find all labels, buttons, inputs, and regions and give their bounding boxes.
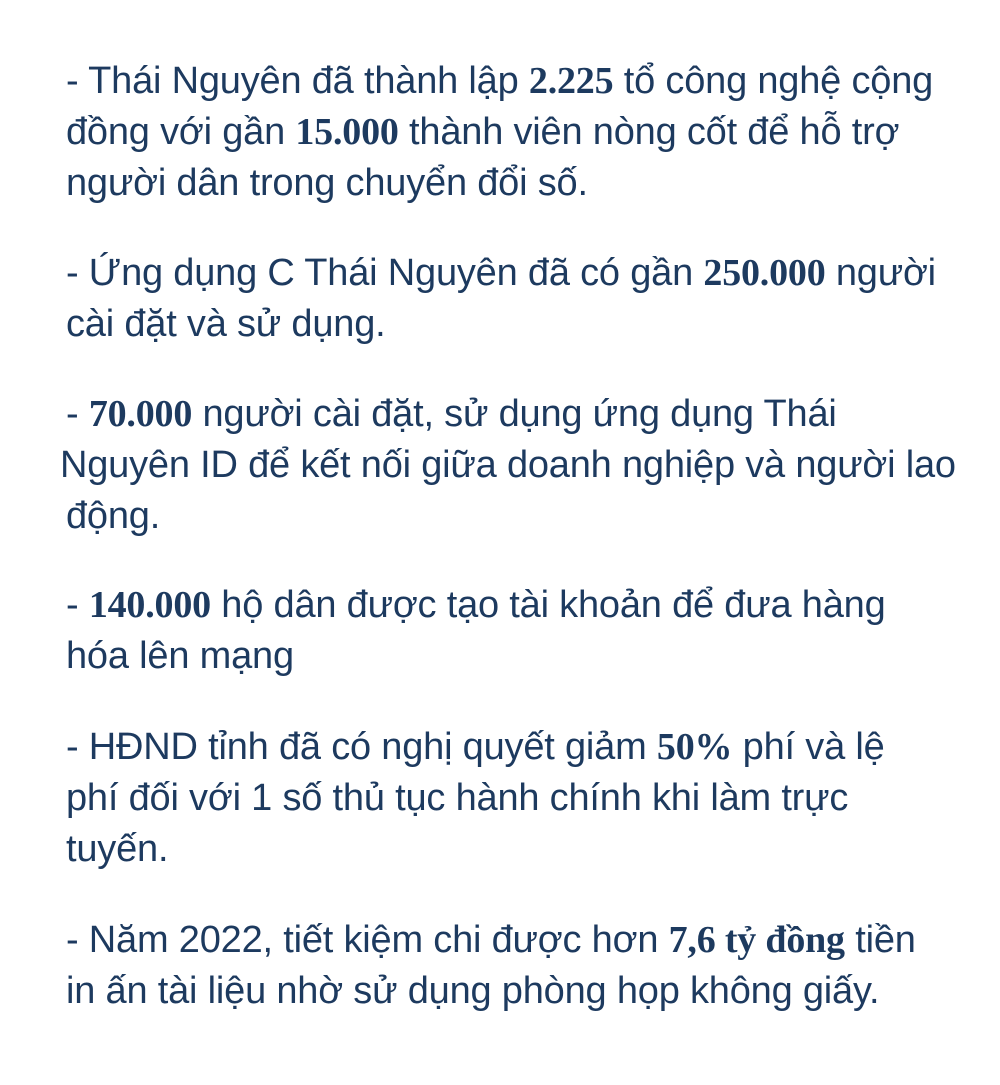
stat-item-thai-nguyen-id (60, 389, 956, 542)
text-line: - 70.000 người cài đặt, sử dụng ứng dụng Thái (66, 393, 837, 435)
text-line: in ấn tài liệu nhờ sử dụng phòng họp không giấy. (66, 970, 880, 1012)
stat-item-app-installs (66, 248, 936, 350)
text-line: - HĐND tỉnh đã có nghị quyết giảm 50% phí và lệ (66, 726, 885, 768)
highlight-number: 70.000 (88, 393, 193, 435)
text-line: - Ứng dụng C Thái Nguyên đã có gần 250.000 người (66, 252, 936, 294)
highlight-number: 250.000 (703, 252, 826, 294)
stat-item-household-accounts (66, 580, 886, 682)
highlight-number: 7,6 tỷ đồng (668, 919, 845, 961)
text-line: hóa lên mạng (66, 635, 294, 677)
text-line: tuyến. (66, 828, 169, 870)
text-line: động. (66, 495, 161, 537)
text-line: - Thái Nguyên đã thành lập 2.225 tổ công nghệ cộng (66, 60, 934, 102)
text-line: phí đối với 1 số thủ tục hành chính khi làm trực (66, 777, 849, 819)
highlight-number: 140.000 (88, 584, 211, 626)
highlight-number: 15.000 (295, 111, 399, 153)
stat-item-paperless-savings (66, 915, 916, 1017)
stat-item-tech-groups (66, 56, 933, 209)
text-line: đồng với gần 15.000 thành viên nòng cốt để hỗ trợ (66, 111, 900, 153)
text-line: - Năm 2022, tiết kiệm chi được hơn 7,6 tỷ đồng tiền (66, 919, 916, 961)
text-line: Nguyên ID để kết nối giữa doanh nghiệp và người lao (60, 444, 956, 486)
text-line: người dân trong chuyển đổi số. (66, 162, 588, 204)
stat-item-fee-reduction (66, 722, 885, 875)
text-line: - 140.000 hộ dân được tạo tài khoản để đưa hàng (66, 584, 886, 626)
highlight-number: 50% (656, 726, 733, 768)
highlight-number: 2.225 (528, 60, 614, 102)
text-line: cài đặt và sử dụng. (66, 303, 386, 345)
